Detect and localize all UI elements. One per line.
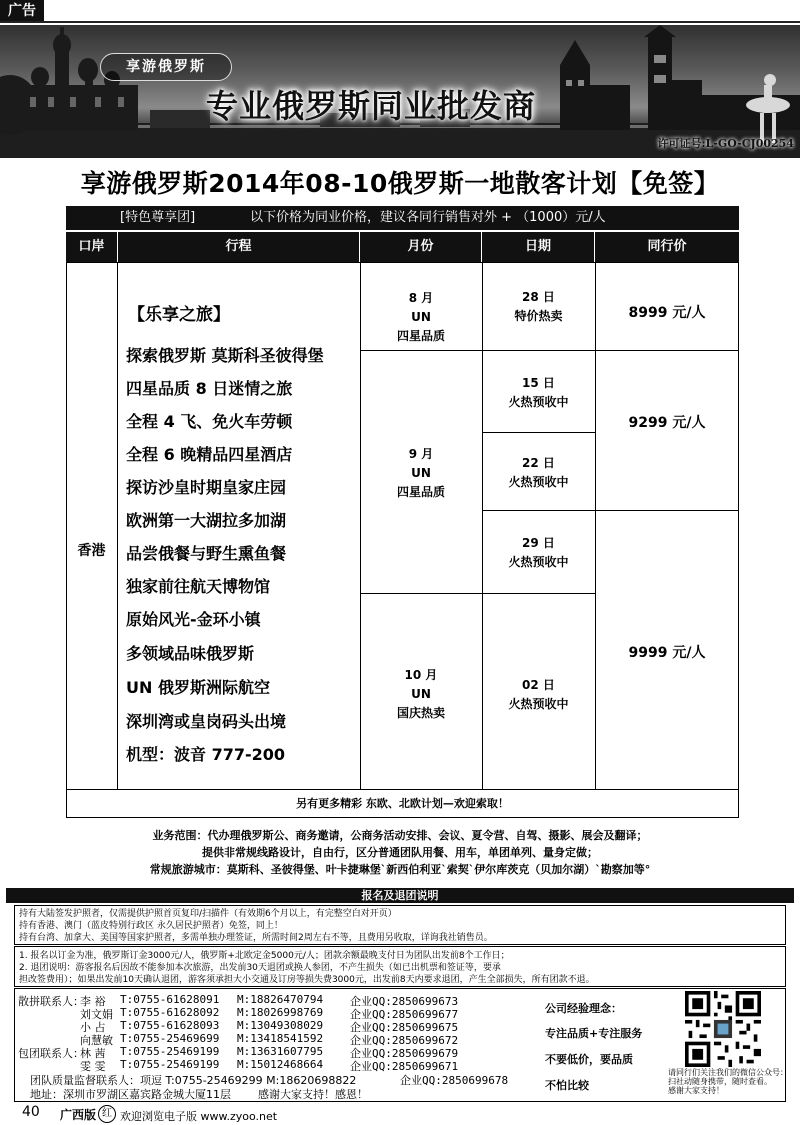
header-price: 同行价 (595, 232, 739, 262)
date-status: 火热预收中 (508, 697, 569, 711)
date-status: 火热预收中 (508, 395, 569, 409)
month-airline: UN (411, 310, 431, 324)
note-text: 以下价格为同业价格，建议各同行销售对外 + （1000）元/人 (250, 210, 606, 225)
header-itinerary: 行程 (118, 232, 359, 262)
contact-tel: T:0755-25469699 (120, 1032, 220, 1045)
group-label: 包团联系人： (18, 1047, 84, 1060)
contact-name: 李 裕 (80, 995, 106, 1008)
qr-caption-line: 感谢大家支持！ (668, 1086, 724, 1095)
date-status: 火热预收中 (508, 475, 569, 489)
brand-logo: 享游俄罗斯 (100, 53, 232, 81)
grid-line (595, 262, 596, 790)
contact-tel: T:0755-61628092 (120, 1006, 220, 1019)
month-cell (360, 445, 482, 502)
itinerary-line: UN 俄罗斯洲际航空 (126, 678, 270, 697)
contact-mobile: M:13049308029 (237, 1019, 324, 1032)
banner-image (0, 25, 800, 158)
date-cell (482, 374, 595, 412)
ad-tag: 广告 (0, 0, 44, 22)
contact-name: 林 茜 (80, 1047, 106, 1060)
itinerary-line: 多领域品味俄罗斯 (126, 644, 255, 663)
grid-line (482, 432, 595, 433)
date-status: 火热预收中 (508, 555, 569, 569)
header-date: 日期 (482, 232, 594, 262)
date-day: 29 日 (522, 536, 555, 550)
page-number: 40 (22, 1104, 40, 1120)
itinerary-line: 机型：波音 777-200 (126, 745, 286, 764)
date-day: 28 日 (522, 290, 555, 304)
itinerary-line: 全程 4 飞、免火车劳顿 (126, 412, 293, 431)
date-status: 特价热卖 (514, 309, 563, 323)
itinerary-title: 【乐享之旅】 (128, 305, 230, 325)
rules-line: 2. 退团说明：游客报名后因故不能参加本次旅游，出发前30天退团或换人参团，不产生损失（如已出机票和签证等，要承 (19, 963, 501, 973)
contact-mobile: M:13418541592 (237, 1032, 324, 1045)
supervisor: 团队质量监督联系人：项逗 T:0755-25469299 M:18620698822 (30, 1074, 357, 1087)
scope-line: 提供非常规线路设计，自由行，区分普通团队用餐、用车，单团单列、量身定做； (202, 846, 598, 859)
qr-caption-line: 请同行们关注我们的微信公众号： (668, 1068, 788, 1077)
itinerary-line: 探访沙皇时期皇家庄园 (126, 478, 287, 497)
grid-line (360, 593, 595, 594)
contact-mobile: M:18026998769 (237, 1006, 324, 1019)
price-cell: 9299 元/人 (628, 415, 706, 431)
month-cell (360, 289, 482, 346)
date-day: 02 日 (522, 678, 555, 692)
contact-qq: 企业QQ:2850699671 (350, 1060, 459, 1073)
month-label: 9 月 (408, 447, 434, 461)
rules-line: 担改签费用）；如果出发前10天确认退团，游客须承担大小交通及订房等损失费3000元，出发前8天内要求退团，产生全部损失，所有团款不退。 (19, 975, 595, 985)
contact-qq: 企业QQ:2850699672 (350, 1034, 459, 1047)
edition-label: 广西版 (60, 1108, 97, 1122)
qr-caption (668, 1068, 788, 1095)
docs-line: 持有大陆签发护照者，仅需提供护照首页复印/扫描件（有效期6个月以上，有完整空白对开页） (19, 909, 397, 919)
month-label: 8 月 (408, 291, 434, 305)
month-note: 四星品质 (396, 485, 445, 499)
itinerary-line: 欧洲第一大湖拉多加湖 (126, 511, 287, 530)
contact-mobile: M:18826470794 (237, 993, 324, 1006)
contact-name: 雯 雯 (80, 1060, 106, 1073)
date-cell (482, 534, 595, 572)
docs-line: 持有香港、澳门（蓝皮特别行政区 永久居民护照者）免签，同上！ (19, 921, 283, 931)
grid-line (482, 510, 739, 511)
month-label: 10 月 (404, 668, 438, 682)
price-cell: 9999 元/人 (628, 645, 706, 661)
docs-line: 持有台湾、加拿大、美国等国家护照者，多需单独办理签证，所需时间2周左右不等，且费用另收取，详询我社销售员。 (19, 933, 493, 943)
edition-badge: 红 (98, 1105, 116, 1123)
rules-line: 1. 报名以订金为准，俄罗斯订金3000元/人，俄罗斯+北欧定金5000元/人；团款余额最晚支付日为团队出发前8个工作日； (19, 951, 510, 961)
price-cell: 8999 元/人 (628, 305, 706, 321)
contact-qq: 企业QQ:2850699675 (350, 1021, 459, 1034)
scope-line: 业务范围：代办理俄罗斯公、商务邀请，公商务活动安排、会议、夏令营、自驾、摄影、展会及翻译； (152, 829, 648, 842)
banner-title: 专业俄罗斯同业批发商 (206, 87, 537, 125)
month-note: 国庆热卖 (396, 706, 445, 720)
docs-box (14, 905, 786, 945)
note-tag: [特色尊享团] (120, 210, 196, 225)
group-label: 散拼联系人： (18, 995, 84, 1008)
header-port: 口岸 (66, 232, 117, 262)
contact-name: 向慧敏 (80, 1034, 113, 1047)
port-cell: 香港 (77, 543, 106, 559)
thanks-note: 感谢大家支持！感恩！ (258, 1088, 368, 1101)
month-note: 四星品质 (396, 329, 445, 343)
contact-name: 小 占 (80, 1021, 106, 1034)
contact-tel: T:0755-25469199 (120, 1058, 220, 1071)
contact-qq: 企业QQ:2850699677 (350, 1008, 459, 1021)
grid-line (117, 262, 118, 790)
month-cell (360, 666, 482, 723)
signup-header: 报名及退团说明 (6, 888, 794, 903)
itinerary-line: 深圳湾或皇岗码头出境 (126, 712, 287, 731)
contact-mobile: M:15012468664 (237, 1058, 324, 1071)
month-airline: UN (411, 687, 431, 701)
more-plans: 另有更多精彩 东欧、北欧计划—欢迎索取！ (66, 790, 739, 818)
top-rule (0, 21, 800, 23)
header-month: 月份 (360, 232, 481, 262)
itinerary-line: 原始风光-金环小镇 (126, 610, 261, 629)
concept-title: 公司经验理念： (545, 1002, 622, 1015)
price-note-bar (66, 206, 739, 230)
qr-caption-line: 扫社动随身携带，随时查看。 (668, 1077, 772, 1086)
date-cell (482, 676, 595, 714)
itinerary-line: 品尝俄餐与野生熏鱼餐 (126, 544, 287, 563)
itinerary-line: 探索俄罗斯 莫斯科圣彼得堡 (126, 346, 324, 365)
date-day: 22 日 (522, 456, 555, 470)
concept-line: 不要低价，要品质 (545, 1053, 633, 1066)
itinerary-line: 全程 6 晚精品四星酒店 (126, 445, 293, 464)
grid-line (360, 350, 739, 351)
qr-code (683, 991, 763, 1067)
license-number: 许可证号:L-GO-CJ00254 (657, 137, 794, 150)
concept-line: 不怕比较 (545, 1079, 589, 1092)
date-cell (482, 454, 595, 492)
month-airline: UN (411, 466, 431, 480)
contact-tel: T:0755-61628091 (120, 993, 220, 1006)
itinerary-line: 四星品质 8 日迷情之旅 (126, 379, 293, 398)
contact-qq: 企业QQ:2850699679 (350, 1047, 459, 1060)
supervisor-qq: 企业QQ:2850699678 (400, 1074, 509, 1087)
date-day: 15 日 (522, 376, 555, 390)
concept-line: 专注品质+专注服务 (545, 1027, 643, 1040)
contact-mobile: M:13631607795 (237, 1045, 324, 1058)
date-cell (482, 288, 595, 326)
address: 地址：深圳市罗湖区嘉宾路金城大厦11层 (30, 1088, 231, 1101)
contact-qq: 企业QQ:2850699673 (350, 995, 459, 1008)
contact-tel: T:0755-61628093 (120, 1019, 220, 1032)
scope-line: 常规旅游城市：莫斯科、圣彼得堡、叶卡捷琳堡`新西伯利亚`索契`伊尔库茨克（贝加尔湖）`勘察加等° (149, 863, 651, 876)
site-link[interactable]: 欢迎浏览电子版 www.zyoo.net (120, 1110, 278, 1123)
itinerary-line: 独家前往航天博物馆 (126, 577, 271, 596)
rules-box (14, 946, 786, 987)
headline: 享游俄罗斯2014年08-10俄罗斯一地散客计划【免签】 (80, 169, 720, 198)
contact-name: 刘文娟 (80, 1008, 113, 1021)
contact-tel: T:0755-25469199 (120, 1045, 220, 1058)
